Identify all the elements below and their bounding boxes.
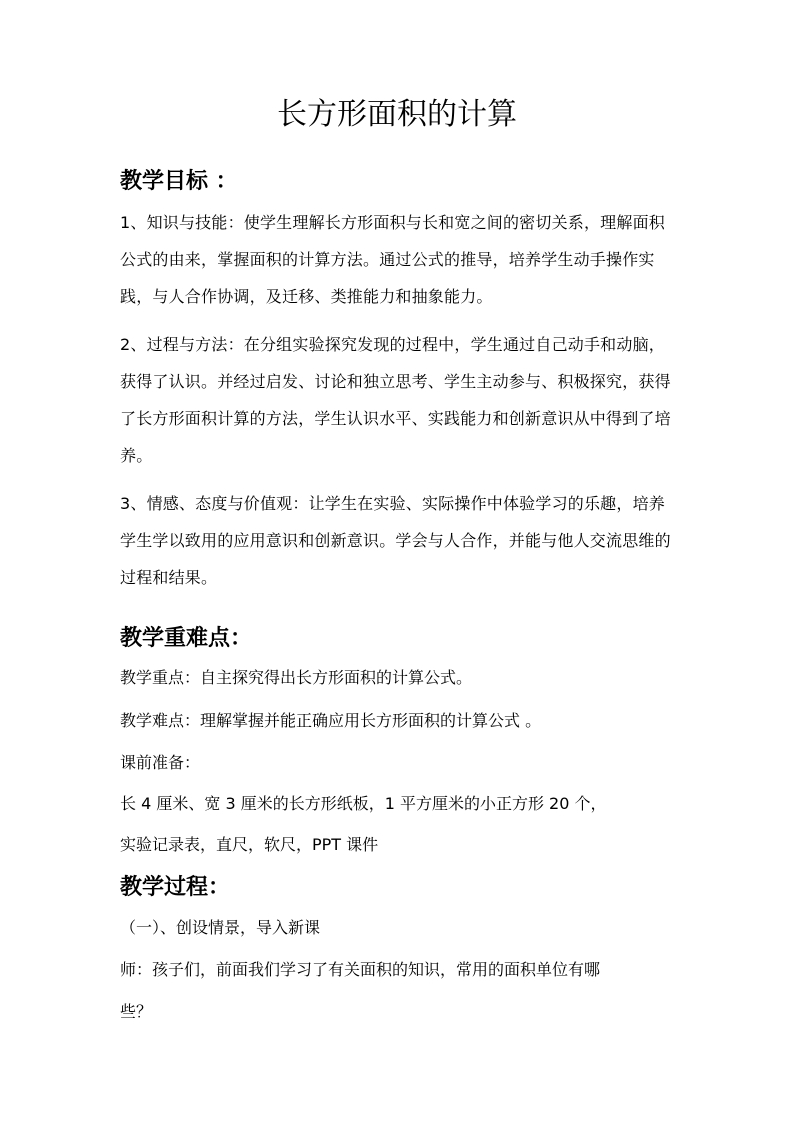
section-heading-key-points: 教学重难点： <box>120 625 253 651</box>
teacher-line-1: 师：孩子们，前面我们学习了有关面积的知识，常用的面积单位有哪 <box>120 960 601 979</box>
section-heading-process: 教学过程： <box>120 874 231 900</box>
goal-item-2: 2、过程与方法：在分组实验探究发现的过程中，学生通过自己动手和动脑，获得了认识。并经过启发、讨论和独立思考、学生主动参与、积极探究，获得了长方形面积计算的方法，学生认识水平、实践能力和创新意识从中得到了培养。 <box>120 335 671 465</box>
goal-item-3: 3、情感、态度与价值观：让学生在实验、实际操作中体验学习的乐趣，培养学生学以致用的应用意识和创新意识。学会与人合作，并能与他人交流思维的过程和结果。 <box>120 494 671 587</box>
prep-materials-line-1: 长 4 厘米、宽 3 厘米的长方形纸板，1 平方厘米的小正方形 20 个， <box>120 794 607 813</box>
key-point-text: 教学重点：自主探究得出长方形面积的计算公式。 <box>120 668 473 687</box>
process-step-1: （一）、创设情景，导入新课 <box>120 918 321 937</box>
difficult-point-text: 教学难点：理解掌握并能正确应用长方形面积的计算公式 。 <box>120 711 542 730</box>
prep-materials-line-2: 实验记录表，直尺，软尺，PPT 课件 <box>120 835 379 854</box>
document-title: 长方形面积的计算 <box>277 97 517 132</box>
prep-label: 课前准备： <box>120 753 201 772</box>
goal-item-1: 1、知识与技能：使学生理解长方形面积与长和宽之间的密切关系，理解面积公式的由来，掌握面积的计算方法。通过公式的推导，培养学生动手操作实践，与人合作协调，及迁移、类推能力和抽象能力。 <box>120 213 665 306</box>
teacher-line-2: 些？ <box>120 1002 153 1021</box>
section-heading-goals: 教学目标 ： <box>120 168 238 194</box>
